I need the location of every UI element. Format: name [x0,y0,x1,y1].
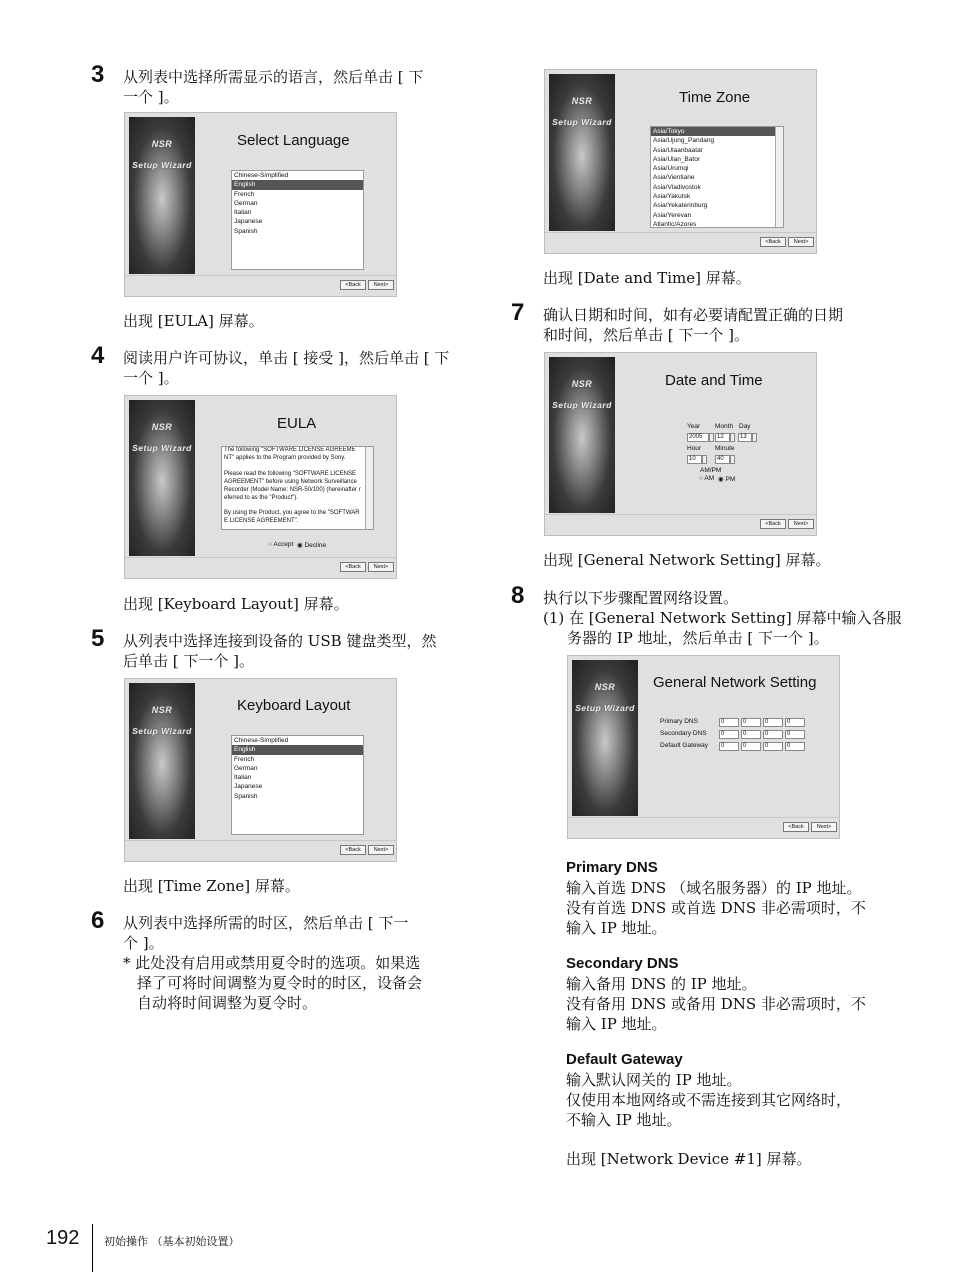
nsr-logo: NSR [151,139,173,149]
text-line: 输入 IP 地址。 [566,1015,667,1033]
list-item[interactable]: French [234,190,255,198]
text-line: 一个 ]。 [123,88,179,106]
screen-title: Select Language [237,132,350,149]
text-line: 个 ]。 [123,934,164,952]
setup-wizard-logo: Setup Wizard [132,726,192,736]
list-item[interactable]: Asia/Yekaterinburg [653,202,708,210]
year-spinner[interactable] [709,433,714,442]
primary-dns-octet[interactable]: 0 [719,718,739,727]
note-line: 择了可将时间调整为夏令时的时区，设备会 [137,974,423,992]
text-line: 后单击 [ 下一个 ]。 [123,652,255,670]
back-button[interactable]: <Back [760,519,786,529]
eula-textbox[interactable] [221,446,374,530]
default-gateway-description [566,1070,851,1130]
text-line: 没有首选 DNS 或首选 DNS 非必需项时，不 [566,899,866,917]
list-item[interactable]: Asia/Yerevan [653,211,692,219]
next-button[interactable]: Next> [368,845,394,855]
footer-section-title: 初始操作 （基本初始设置） [104,1235,240,1248]
list-item[interactable]: French [234,755,255,763]
list-item[interactable]: Italian [234,209,252,217]
text-line: 从列表中选择所需的时区，然后单击 [ 下一 [123,914,409,932]
list-item-selected[interactable]: English [232,745,363,754]
list-item[interactable]: Asia/Vladivostok [653,183,701,191]
nsr-logo: NSR [571,96,593,106]
keyboard-layout-screenshot [124,678,397,862]
step-4-result: 出现 [Keyboard Layout] 屏幕。 [123,595,349,613]
year-label: Year [687,423,701,430]
month-label: Month [715,423,734,430]
list-item[interactable]: Chinese-Simplified [234,737,289,744]
list-item[interactable]: Asia/Ulan_Bator [653,155,700,163]
primary-dns-octet[interactable]: 0 [785,718,805,727]
primary-dns-octet[interactable]: 0 [741,718,761,727]
wizard-footer [545,514,816,535]
am-radio[interactable]: ○ AM [699,475,715,482]
step-3-text [123,67,423,107]
wizard-sidebar [129,683,195,839]
wizard-sidebar [549,357,615,513]
accept-label: Accept [273,541,294,548]
next-button[interactable]: Next> [788,237,814,247]
screen-title: Keyboard Layout [237,697,351,714]
text-line: 从列表中选择所需显示的语言，然后单击 [ 下 [123,68,424,86]
wizard-footer [125,840,396,861]
pm-label: PM [725,476,736,483]
year-field[interactable]: 2005 [687,433,709,442]
select-language-screenshot [124,112,397,297]
secondary-dns-octet[interactable]: 0 [763,730,783,739]
day-label: Day [739,423,751,430]
primary-dns-label: Primary DNS [660,718,698,725]
scrollbar[interactable] [775,127,783,227]
secondary-dns-heading: Secondary DNS [566,955,679,972]
eula-line: By using the Product, you agree to the "SOFTWAR [224,510,360,517]
list-item-selected[interactable]: Asia/Tokyo [651,127,783,136]
default-gateway-octet[interactable]: 0 [785,742,805,751]
default-gateway-heading: Default Gateway [566,1051,683,1068]
primary-dns-octet[interactable]: 0 [763,718,783,727]
next-button[interactable]: Next> [811,822,837,832]
text-line: 输入备用 DNS 的 IP 地址。 [566,975,757,993]
default-gateway-octet[interactable]: 0 [763,742,783,751]
eula-line: AGREEMENT" before using Network Surveillance [224,478,357,485]
wizard-footer [568,817,839,838]
setup-wizard-logo: Setup Wizard [575,703,635,713]
step-7-text [543,305,843,345]
keyboard-list[interactable] [231,735,364,835]
decline-label: Decline [304,542,327,549]
list-item[interactable]: Asia/Ujung_Pandang [653,137,715,145]
page-number: 192 [46,1227,80,1249]
note-line: 自动将时间调整为夏令时。 [137,994,318,1012]
back-button[interactable]: <Back [340,845,366,855]
wizard-sidebar [129,400,195,556]
back-button[interactable]: <Back [760,237,786,247]
secondary-dns-description [566,974,866,1034]
wizard-sidebar [572,660,638,816]
step-6-number: 6 [91,907,105,934]
list-item[interactable]: Asia/Yakutsk [653,193,691,201]
text-line: 输入默认网关的 IP 地址。 [566,1071,742,1089]
list-item[interactable]: Chinese-Simplified [234,172,289,179]
screen-title: Time Zone [679,89,751,106]
list-item-selected[interactable]: English [232,180,363,189]
wizard-footer [545,232,816,253]
list-item[interactable]: Atlantic/Azores [653,220,697,228]
text-line: 从列表中选择连接到设备的 USB 键盘类型，然 [123,632,437,650]
text-line: 确认日期和时间，如有必要请配置正确的日期 [543,306,844,324]
default-gateway-label: Default Gateway [660,742,709,749]
wizard-footer [125,557,396,578]
step-7-number: 7 [511,299,525,326]
eula-line: NT" applies to the Program provided by Sony. [224,454,346,461]
footer-divider [92,1224,93,1272]
minute-label: Minute [715,445,735,452]
screen-title: EULA [277,415,317,432]
eula-line: eferred to as the "Product"). [224,494,298,501]
step-8-text [543,588,902,648]
text-line: 阅读用户许可协议，单击 [ 接受 ]，然后单击 [ 下 [123,349,450,367]
ampm-label: AM/PM [700,467,722,474]
accept-radio[interactable]: ○ Accept [268,541,294,548]
next-button[interactable]: Next> [368,280,394,290]
month-field[interactable]: 12 [715,433,730,442]
setup-wizard-logo: Setup Wizard [552,117,612,127]
general-network-setting-screenshot [567,655,840,839]
wizard-sidebar [129,117,195,274]
secondary-dns-octet[interactable]: 0 [719,730,739,739]
step-8-number: 8 [511,582,525,609]
secondary-dns-octet[interactable]: 0 [741,730,761,739]
hour-field[interactable]: 10 [687,455,702,464]
eula-line: Please read the following "SOFTWARE LICENSE [224,470,356,477]
minute-field[interactable]: 40 [715,455,730,464]
time-zone-screenshot [544,69,817,254]
list-item[interactable]: Asia/Urumqi [653,165,689,173]
text-line: 执行以下步骤配置网络设置。 [543,589,739,607]
date-and-time-screenshot [544,352,817,536]
list-item[interactable]: Spanish [234,792,258,800]
list-item[interactable]: Japanese [234,783,263,791]
step-5-result: 出现 [Time Zone] 屏幕。 [123,877,300,895]
note-line: * 此处没有启用或禁用夏令时的选项。如果选 [123,954,421,972]
text-line: 输入首选 DNS （域名服务器）的 IP 地址。 [566,879,862,897]
primary-dns-description [566,878,866,938]
next-button[interactable]: Next> [368,562,394,572]
text-line: 输入 IP 地址。 [566,919,667,937]
step-4-number: 4 [91,342,105,369]
step-4-text [123,348,449,388]
day-spinner[interactable] [752,433,757,442]
step-5-number: 5 [91,625,105,652]
wizard-footer [125,275,396,296]
nsr-logo: NSR [594,682,616,692]
default-gateway-octet[interactable]: 0 [741,742,761,751]
step-3-number: 3 [91,61,105,88]
eula-line: Recorder (Model Name: NSR-50/100) (hereinafter r [224,486,361,493]
scrollbar[interactable] [365,447,373,529]
nsr-logo: NSR [151,705,173,715]
time-zone-list[interactable] [650,126,784,228]
eula-line [222,463,373,471]
text-line: 和时间，然后单击 [ 下一个 ]。 [543,326,750,344]
language-list[interactable] [231,170,364,270]
list-item[interactable]: Asia/Vientiane [653,174,695,182]
screen-title: General Network Setting [653,674,817,691]
eula-screenshot [124,395,397,579]
step-3-result: 出现 [EULA] 屏幕。 [123,312,264,330]
setup-wizard-logo: Setup Wizard [132,160,192,170]
text-line: 务器的 IP 地址，然后单击 [ 下一个 ]。 [567,629,829,647]
hour-label: Hour [687,445,702,452]
secondary-dns-octet[interactable]: 0 [785,730,805,739]
eula-line: The following "SOFTWARE LICENSE AGREEME [224,447,356,453]
wizard-sidebar [549,74,615,231]
text-line: 不输入 IP 地址。 [566,1111,682,1129]
am-label: AM [704,475,715,482]
text-line: (1) 在 [General Network Setting] 屏幕中输入各服 [543,609,902,627]
day-field[interactable]: 13 [738,433,752,442]
step-5-text [123,631,436,671]
eula-line [222,502,373,510]
network-device-result: 出现 [Network Device #1] 屏幕。 [566,1150,812,1168]
setup-wizard-logo: Setup Wizard [132,443,192,453]
screen-title: Date and Time [665,372,763,389]
secondary-dns-label: Secondary DNS [660,730,707,737]
decline-radio[interactable]: ◉ Decline [297,542,327,549]
time-zone-result: 出现 [Date and Time] 屏幕。 [543,269,751,287]
setup-wizard-logo: Setup Wizard [552,400,612,410]
list-item[interactable]: German [234,199,258,207]
back-button[interactable]: <Back [340,280,366,290]
list-item[interactable]: Italian [234,774,252,782]
primary-dns-heading: Primary DNS [566,859,658,876]
list-item[interactable]: Asia/Ulaanbaatar [653,146,703,154]
back-button[interactable]: <Back [783,822,809,832]
nsr-logo: NSR [571,379,593,389]
text-line: 一个 ]。 [123,369,179,387]
list-item[interactable]: Spanish [234,227,258,235]
pm-radio[interactable]: ◉ PM [718,476,736,483]
list-item[interactable]: Japanese [234,218,263,226]
back-button[interactable]: <Back [340,562,366,572]
hour-spinner[interactable] [702,455,707,464]
step-6-text [123,913,422,1013]
minute-spinner[interactable] [730,455,735,464]
list-item[interactable]: German [234,764,258,772]
text-line: 仅使用本地网络或不需连接到其它网络时， [566,1091,852,1109]
step-7-result: 出现 [General Network Setting] 屏幕。 [543,551,831,569]
month-spinner[interactable] [730,433,735,442]
default-gateway-octet[interactable]: 0 [719,742,739,751]
text-line: 没有备用 DNS 或备用 DNS 非必需项时，不 [566,995,866,1013]
nsr-logo: NSR [151,422,173,432]
eula-line: E LICENSE AGREEMENT". [224,518,299,525]
next-button[interactable]: Next> [788,519,814,529]
